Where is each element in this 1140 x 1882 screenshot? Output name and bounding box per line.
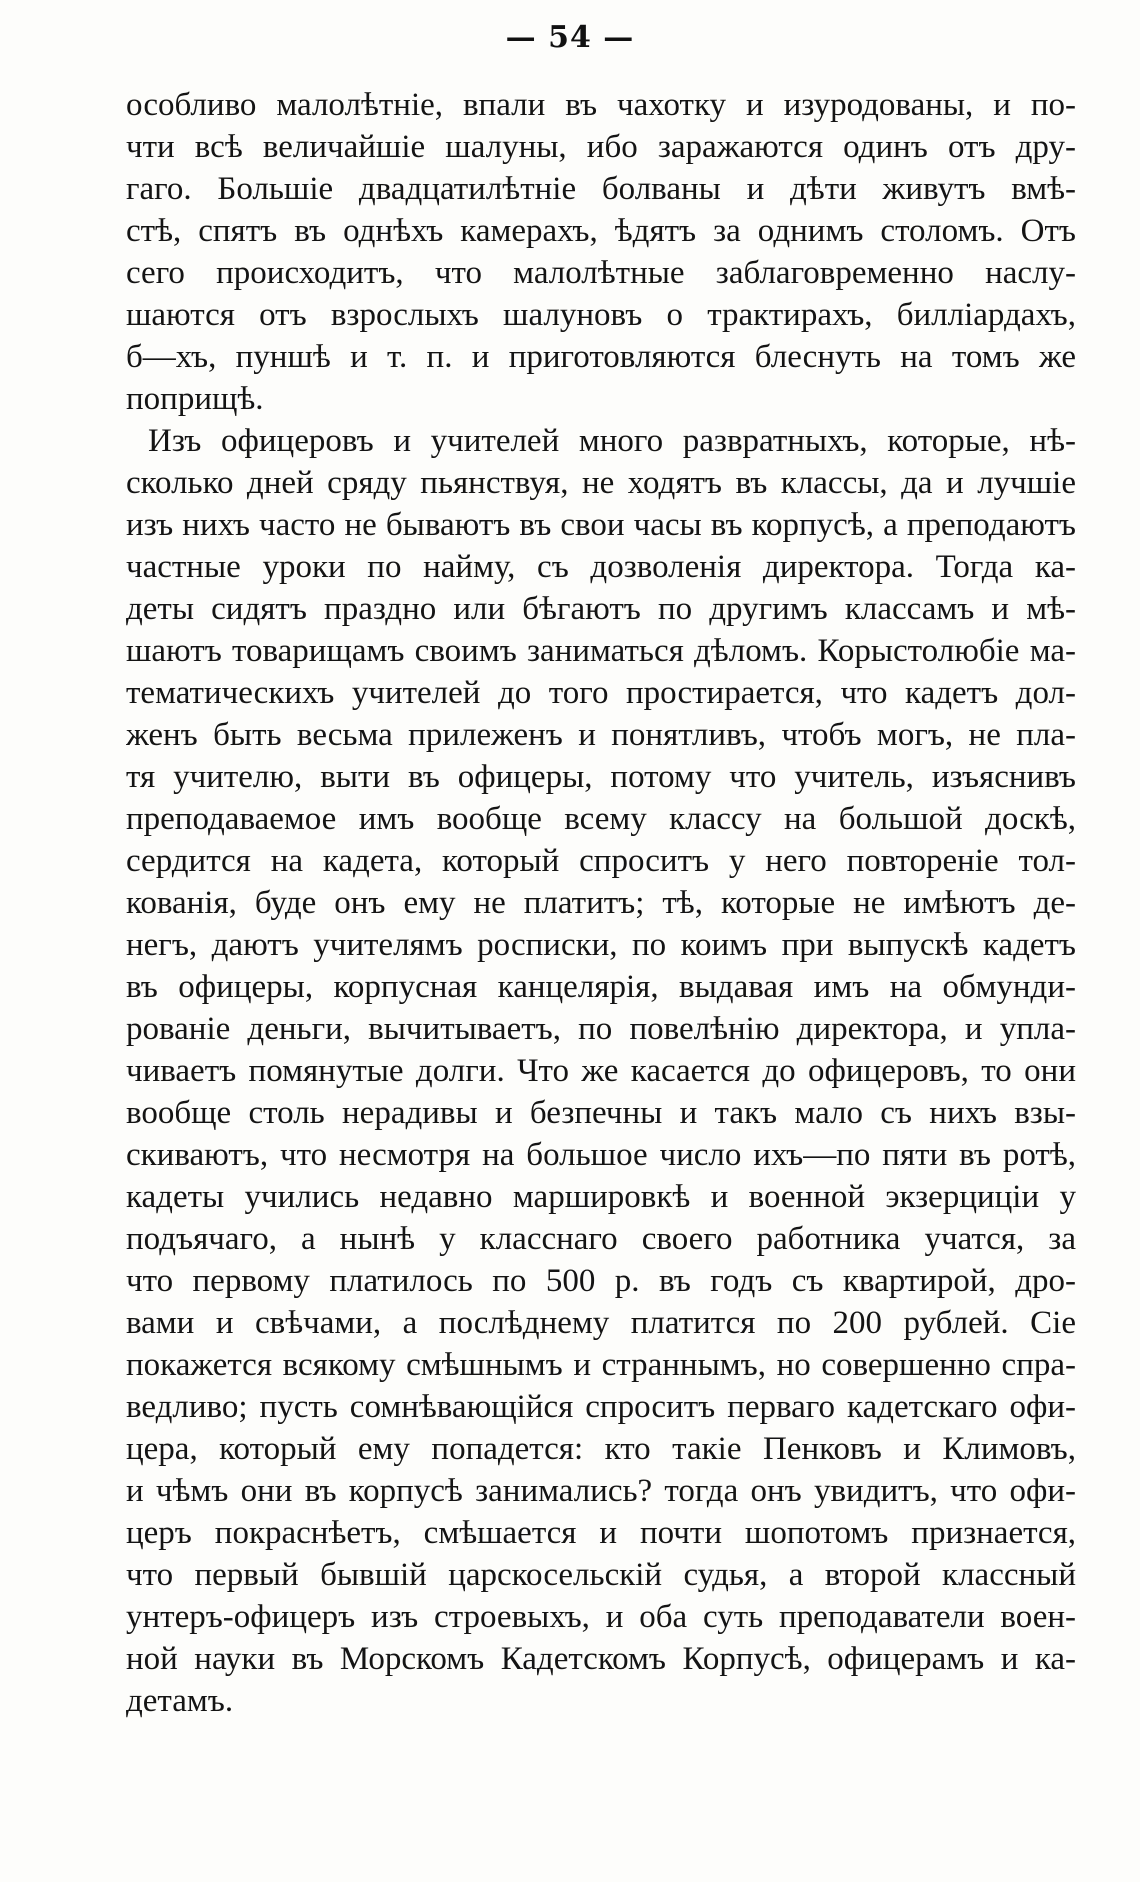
text-line: кованія, буде онъ ему не платитъ; тѣ, которые не имѣютъ де-: [126, 885, 1076, 921]
text-line: особливо малолѣтніе, впали въ чахотку и изуродованы, и по-: [126, 87, 1076, 123]
text-line: деты сидятъ праздно или бѣгаютъ по другимъ классамъ и мѣ-: [126, 591, 1076, 627]
text-line: стѣ, спятъ въ однѣхъ камерахъ, ѣдятъ за однимъ столомъ. Отъ: [126, 213, 1076, 249]
text-line: шаютъ товарищамъ своимъ заниматься дѣломъ. Корыстолюбіе ма-: [126, 633, 1076, 669]
text-line: шаются отъ взрослыхъ шалуновъ о трактирахъ, билліардахъ,: [126, 297, 1076, 333]
text-line: Изъ офицеровъ и учителей много развратныхъ, которые, нѣ-: [148, 423, 1076, 459]
paragraph-2: [126, 420, 1076, 1722]
text-line: поприщѣ.: [126, 381, 264, 417]
text-line: сколько дней сряду пьянствуя, не ходятъ въ классы, да и лучшіе: [126, 465, 1076, 501]
text-line: церъ покраснѣетъ, смѣшается и почти шопотомъ признается,: [126, 1515, 1076, 1551]
text-line: ведливо; пусть сомнѣвающійся спроситъ перваго кадетскаго офи-: [126, 1389, 1076, 1425]
text-line: тя учителю, выти въ офицеры, потому что учитель, изъяснивъ: [126, 759, 1076, 795]
text-line: унтеръ-офицеръ изъ строевыхъ, и оба суть преподаватели воен-: [126, 1599, 1076, 1635]
text-line: вами и свѣчами, а послѣднему платится по 200 рублей. Сіе: [126, 1305, 1076, 1341]
text-line: б—хъ, пуншѣ и т. п. и приготовляются блеснуть на томъ же: [126, 339, 1076, 375]
text-line: цера, который ему попадется: кто такіе Пенковъ и Климовъ,: [126, 1431, 1076, 1467]
page-number: — 54 —: [505, 20, 635, 55]
text-line: подъячаго, а нынѣ у класснаго своего работника учатся, за: [126, 1221, 1076, 1257]
text-line: рованіе деньги, вычитываетъ, по повелѣнію директора, и упла-: [126, 1011, 1076, 1047]
text-line: скиваютъ, что несмотря на большое число ихъ—по пяти въ ротѣ,: [126, 1137, 1076, 1173]
text-line: изъ нихъ часто не бываютъ въ свои часы въ корпусѣ, а преподаютъ: [126, 507, 1076, 543]
text-line: чиваетъ помянутые долги. Что же касается до офицеровъ, то они: [126, 1053, 1076, 1089]
text-line: сего происходитъ, что малолѣтные заблаговременно наслу-: [126, 255, 1076, 291]
paragraph-1: [126, 84, 1076, 420]
text-line: сердится на кадета, который спроситъ у него повтореніе тол-: [126, 843, 1076, 879]
text-line: и чѣмъ они въ корпусѣ занимались? тогда онъ увидитъ, что офи-: [126, 1473, 1076, 1509]
text-line: чти всѣ величайшіе шалуны, ибо заражаются одинъ отъ дру-: [126, 129, 1076, 165]
text-line: ной науки въ Морскомъ Кадетскомъ Корпусѣ, офицерамъ и ка-: [126, 1641, 1076, 1677]
text-line: тематическихъ учителей до того простирается, что кадетъ дол-: [126, 675, 1076, 711]
text-line: что первый бывшій царскосельскій судья, а второй классный: [126, 1557, 1076, 1593]
text-line: покажется всякому смѣшнымъ и страннымъ, но совершенно спра-: [126, 1347, 1076, 1383]
text-line: гаго. Большіе двадцатилѣтніе болваны и дѣти живутъ вмѣ-: [126, 171, 1076, 207]
body-text: [126, 84, 1076, 1722]
text-line: вообще столь нерадивы и безпечны и такъ мало съ нихъ взы-: [126, 1095, 1076, 1131]
text-line: детамъ.: [126, 1683, 234, 1719]
text-line: частные уроки по найму, съ дозволенія директора. Тогда ка-: [126, 549, 1076, 585]
text-line: что первому платилось по 500 р. въ годъ съ квартирой, дро-: [126, 1263, 1076, 1299]
text-line: негъ, даютъ учителямъ росписки, по коимъ при выпускѣ кадетъ: [126, 927, 1076, 963]
text-line: въ офицеры, корпусная канцелярія, выдавая имъ на обмунди-: [126, 969, 1076, 1005]
text-line: преподаваемое имъ вообще всему классу на большой доскѣ,: [126, 801, 1076, 837]
text-line: кадеты учились недавно маршировкѣ и военной экзерциціи у: [126, 1179, 1076, 1215]
text-line: женъ быть весьма прилеженъ и понятливъ, чтобъ могъ, не пла-: [126, 717, 1076, 753]
